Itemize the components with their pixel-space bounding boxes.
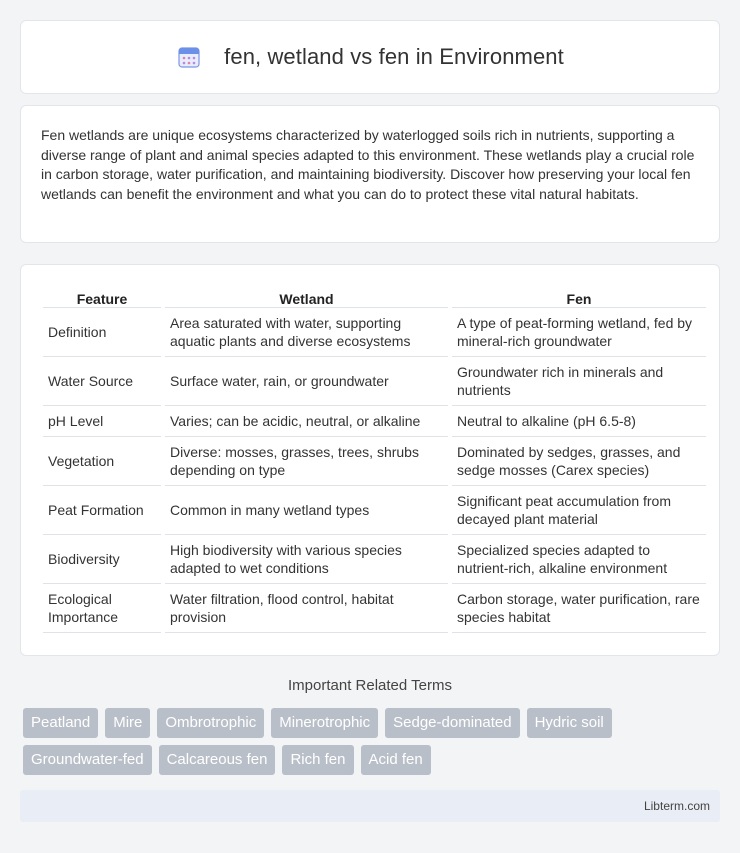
feature-cell: pH Level bbox=[43, 406, 161, 437]
intro-card bbox=[20, 105, 720, 243]
fen-cell: Specialized species adapted to nutrient-rich, alkaline environment bbox=[452, 535, 706, 584]
fen-cell: Neutral to alkaline (pH 6.5-8) bbox=[452, 406, 706, 437]
table-row bbox=[43, 357, 706, 406]
tag-sedge-dominated[interactable]: Sedge-dominated bbox=[385, 708, 519, 738]
fen-cell: A type of peat-forming wetland, fed by mineral-rich groundwater bbox=[452, 308, 706, 357]
tag-row-1 bbox=[23, 708, 723, 738]
intro-text: Fen wetlands are unique ecosystems characterized by waterlogged soils rich in nutrients, supporting a diverse range of plant and animal species adapted to this environment. These wetlands play a crucial role in carbon storage, water purification, and maintaining biodiversity. Discover how preserving your local fen wetlands can benefit the environment and what you can do to protect these vital natural habitats. bbox=[41, 127, 695, 202]
wetland-cell: Water filtration, flood control, habitat provision bbox=[165, 584, 448, 633]
related-terms bbox=[23, 708, 723, 782]
header-feature: Feature bbox=[43, 287, 161, 308]
table-row bbox=[43, 584, 706, 633]
wetland-cell: Surface water, rain, or groundwater bbox=[165, 357, 448, 406]
feature-cell: Water Source bbox=[43, 357, 161, 406]
wetland-cell: Varies; can be acidic, neutral, or alkaline bbox=[165, 406, 448, 437]
table-row bbox=[43, 308, 706, 357]
wetland-cell: Common in many wetland types bbox=[165, 486, 448, 535]
footer bbox=[20, 790, 720, 822]
wetland-cell: High biodiversity with various species adapted to wet conditions bbox=[165, 535, 448, 584]
tag-mire[interactable]: Mire bbox=[105, 708, 150, 738]
feature-cell: Peat Formation bbox=[43, 486, 161, 535]
tag-minerotrophic[interactable]: Minerotrophic bbox=[271, 708, 378, 738]
tag-acid-fen[interactable]: Acid fen bbox=[361, 745, 431, 775]
table-row bbox=[43, 406, 706, 437]
fen-cell: Significant peat accumulation from decayed plant material bbox=[452, 486, 706, 535]
fen-cell: Groundwater rich in minerals and nutrients bbox=[452, 357, 706, 406]
page-title: fen, wetland vs fen in Environment bbox=[224, 44, 564, 69]
comparison-card bbox=[20, 264, 720, 656]
tag-hydric-soil[interactable]: Hydric soil bbox=[527, 708, 612, 738]
tag-peatland[interactable]: Peatland bbox=[23, 708, 98, 738]
tag-groundwater-fed[interactable]: Groundwater-fed bbox=[23, 745, 152, 775]
table-header-row bbox=[43, 287, 706, 308]
header-wetland: Wetland bbox=[165, 287, 448, 308]
fen-cell: Carbon storage, water purification, rare species habitat bbox=[452, 584, 706, 633]
table-row bbox=[43, 437, 706, 486]
wetland-cell: Area saturated with water, supporting aquatic plants and diverse ecosystems bbox=[165, 308, 448, 357]
calendar-icon bbox=[176, 44, 202, 70]
table-row bbox=[43, 535, 706, 584]
tag-ombrotrophic[interactable]: Ombrotrophic bbox=[157, 708, 264, 738]
tag-row-2 bbox=[23, 745, 723, 775]
wetland-cell: Diverse: mosses, grasses, trees, shrubs depending on type bbox=[165, 437, 448, 486]
tag-rich-fen[interactable]: Rich fen bbox=[282, 745, 353, 775]
header-fen: Fen bbox=[452, 287, 706, 308]
fen-cell: Dominated by sedges, grasses, and sedge mosses (Carex species) bbox=[452, 437, 706, 486]
table-row bbox=[43, 486, 706, 535]
feature-cell: Vegetation bbox=[43, 437, 161, 486]
footer-brand[interactable]: Libterm.com bbox=[643, 799, 710, 813]
feature-cell: Definition bbox=[43, 308, 161, 357]
feature-cell: Ecological Importance bbox=[43, 584, 161, 633]
feature-cell: Biodiversity bbox=[43, 535, 161, 584]
header-card bbox=[20, 20, 720, 94]
comparison-table bbox=[39, 287, 710, 633]
tag-calcareous-fen[interactable]: Calcareous fen bbox=[159, 745, 276, 775]
related-terms-title: Important Related Terms bbox=[288, 677, 452, 694]
